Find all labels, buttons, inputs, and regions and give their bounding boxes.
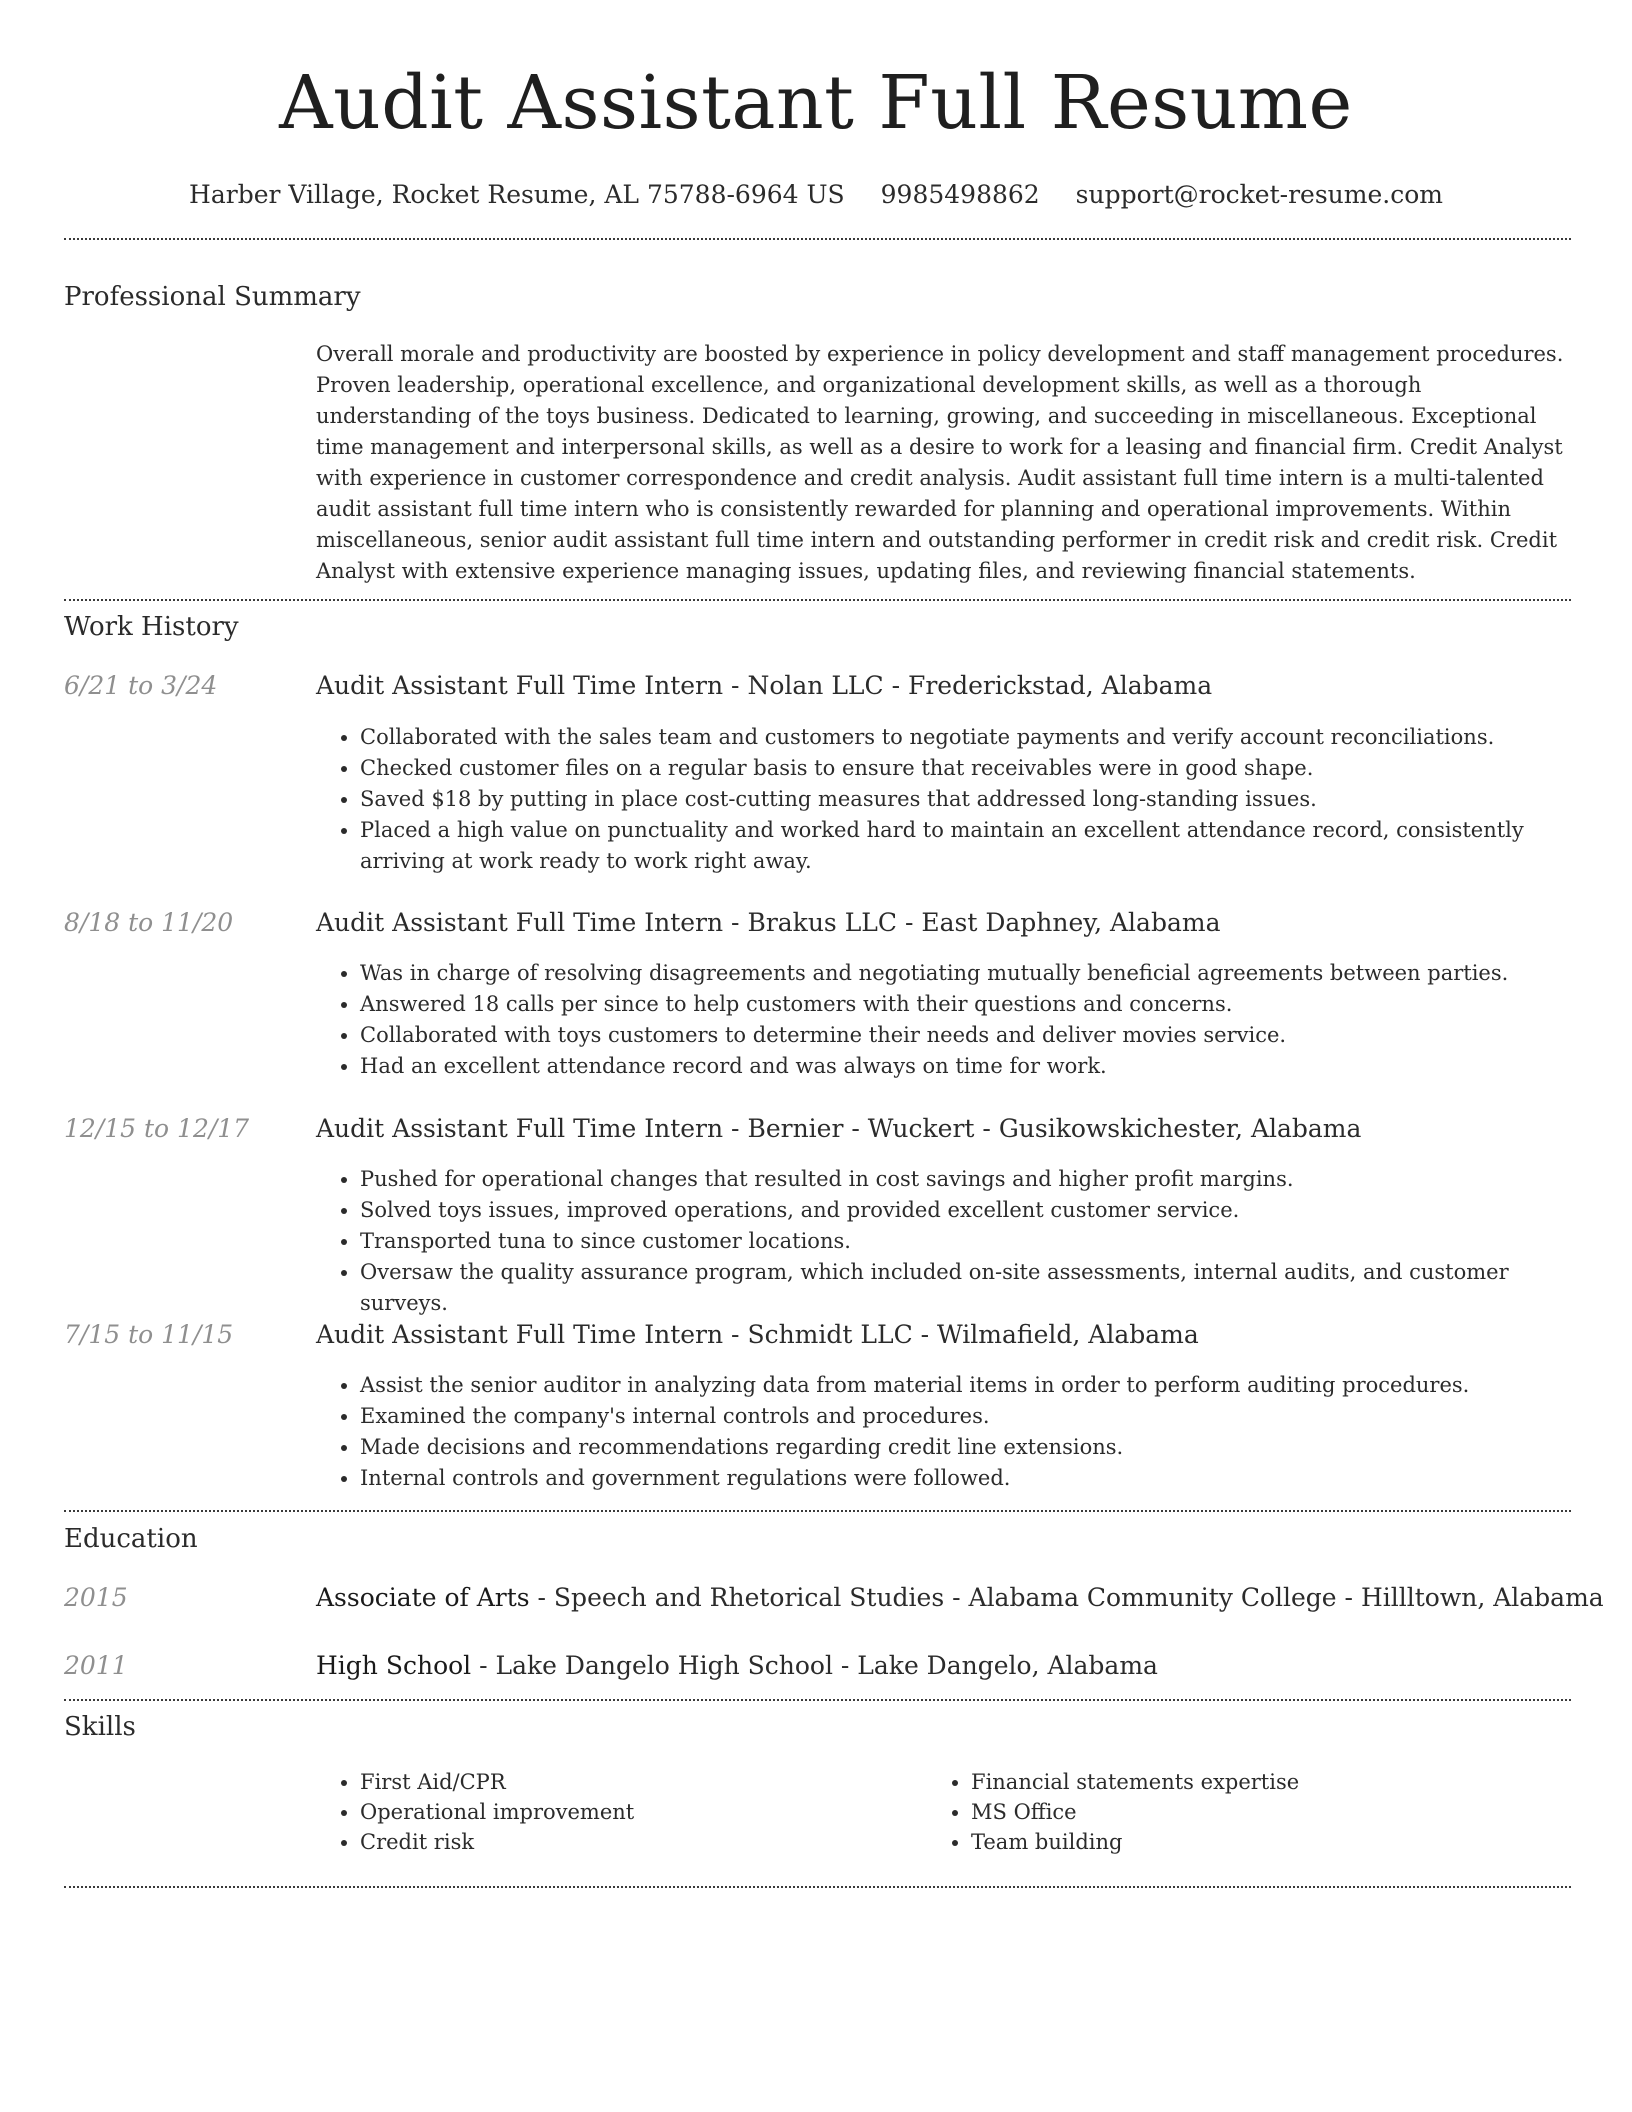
job-dates: 7/15 to 11/15 [64,1320,234,1349]
education-heading: Education [64,1524,198,1554]
divider [64,1699,1571,1701]
skill-item: • MS Office [971,1797,1611,1827]
skill-item: • Operational improvement [360,1797,970,1827]
education-year: 2011 [64,1651,128,1680]
skill-item: • Financial statements expertise [971,1767,1611,1797]
contact-phone: 9985498862 [880,180,1040,209]
skills-list-left [316,1767,970,1857]
job-bullet: • Saved $18 by putting in place cost-cutting measures that addressed long-standing issues. [360,784,1571,815]
education-details: - Speech and Rhetorical Studies - Alabama Community College - Hillltown, Alabama [529,1583,1604,1612]
education-entry [316,1651,1158,1680]
resume-header [0,0,1632,212]
job-bullets [316,722,1571,877]
divider [64,1886,1571,1888]
contact-address: Harber Village, Rocket Resume, AL 75788-6964 US [189,180,845,209]
job-bullets [316,1370,1571,1494]
skill-item: • Team building [971,1827,1611,1857]
job-bullet: • Internal controls and government regulations were followed. [360,1463,1571,1494]
education-degree: High School [316,1651,472,1680]
education-year: 2015 [64,1583,128,1612]
job-bullet: • Oversaw the quality assurance program, which included on-site assessments, internal audits, and customer surveys. [360,1257,1571,1319]
contact-email: support@rocket-resume.com [1075,180,1443,209]
education-entry [316,1583,1604,1612]
education-degree: Associate of Arts [316,1583,530,1612]
skills-heading: Skills [64,1712,136,1742]
job-bullet: • Had an excellent attendance record and was always on time for work. [360,1051,1571,1082]
resume-title: Audit Assistant Full Resume [279,60,1353,146]
job-title: Audit Assistant Full Time Intern - Brakus LLC - East Daphney, Alabama [316,908,1221,937]
job-bullet: • Placed a high value on punctuality and worked hard to maintain an excellent attendance record, consistently arriving at work ready to work right away. [360,815,1571,877]
job-title: Audit Assistant Full Time Intern - Bernier - Wuckert - Gusikowskichester, Alabama [316,1114,1362,1143]
job-bullet: • Pushed for operational changes that resulted in cost savings and higher profit margins. [360,1164,1571,1195]
job-title: Audit Assistant Full Time Intern - Nolan LLC - Frederickstad, Alabama [316,671,1213,700]
divider [64,599,1571,601]
job-bullets [316,1164,1571,1319]
summary-heading: Professional Summary [64,282,361,312]
job-bullet: • Assist the senior auditor in analyzing data from material items in order to perform auditing procedures. [360,1370,1571,1401]
job-bullet: • Checked customer files on a regular basis to ensure that receivables were in good shape. [360,753,1571,784]
job-dates: 12/15 to 12/17 [64,1114,250,1143]
education-details: - Lake Dangelo High School - Lake Dangelo, Alabama [471,1651,1158,1680]
job-bullet: • Collaborated with the sales team and customers to negotiate payments and verify account reconciliations. [360,722,1571,753]
job-dates: 6/21 to 3/24 [64,671,218,700]
job-bullets [316,958,1571,1082]
contact-line [0,178,1632,212]
skill-item: • Credit risk [360,1827,970,1857]
work-heading: Work History [64,612,239,642]
summary-text: Overall morale and productivity are boosted by experience in policy development and staff management procedures. Proven leadership, operational excellence, and organizational development skills, as well as a thorough understanding of the toys business. Dedicated to learning, growing, and succeeding in miscellaneous. Exceptional time management and interpersonal skills, as well as a desire to work for a leasing and financial firm. Credit Analyst with experience in customer correspondence and credit analysis. Audit assistant full time intern is a multi-talented audit assistant full time intern who is consistently rewarded for planning and operational improvements. Within miscellaneous, senior audit assistant full time intern and outstanding performer in credit risk and credit risk. Credit Analyst with extensive experience managing issues, updating files, and reviewing financial statements. [316,342,1564,583]
job-bullet: • Transported tuna to since customer locations. [360,1226,1571,1257]
job-bullet: • Was in charge of resolving disagreements and negotiating mutually beneficial agreements between parties. [360,958,1571,989]
job-bullet: • Answered 18 calls per since to help customers with their questions and concerns. [360,989,1571,1020]
job-bullet: • Solved toys issues, improved operations, and provided excellent customer service. [360,1195,1571,1226]
job-dates: 8/18 to 11/20 [64,908,234,937]
job-title: Audit Assistant Full Time Intern - Schmidt LLC - Wilmafield, Alabama [316,1320,1199,1349]
skills-list-right [927,1767,1611,1857]
skill-item: • First Aid/CPR [360,1767,970,1797]
job-bullet: • Collaborated with toys customers to determine their needs and deliver movies service. [360,1020,1571,1051]
divider [64,1510,1571,1512]
divider [64,238,1571,240]
job-bullet: • Examined the company's internal controls and procedures. [360,1401,1571,1432]
job-bullet: • Made decisions and recommendations regarding credit line extensions. [360,1432,1571,1463]
